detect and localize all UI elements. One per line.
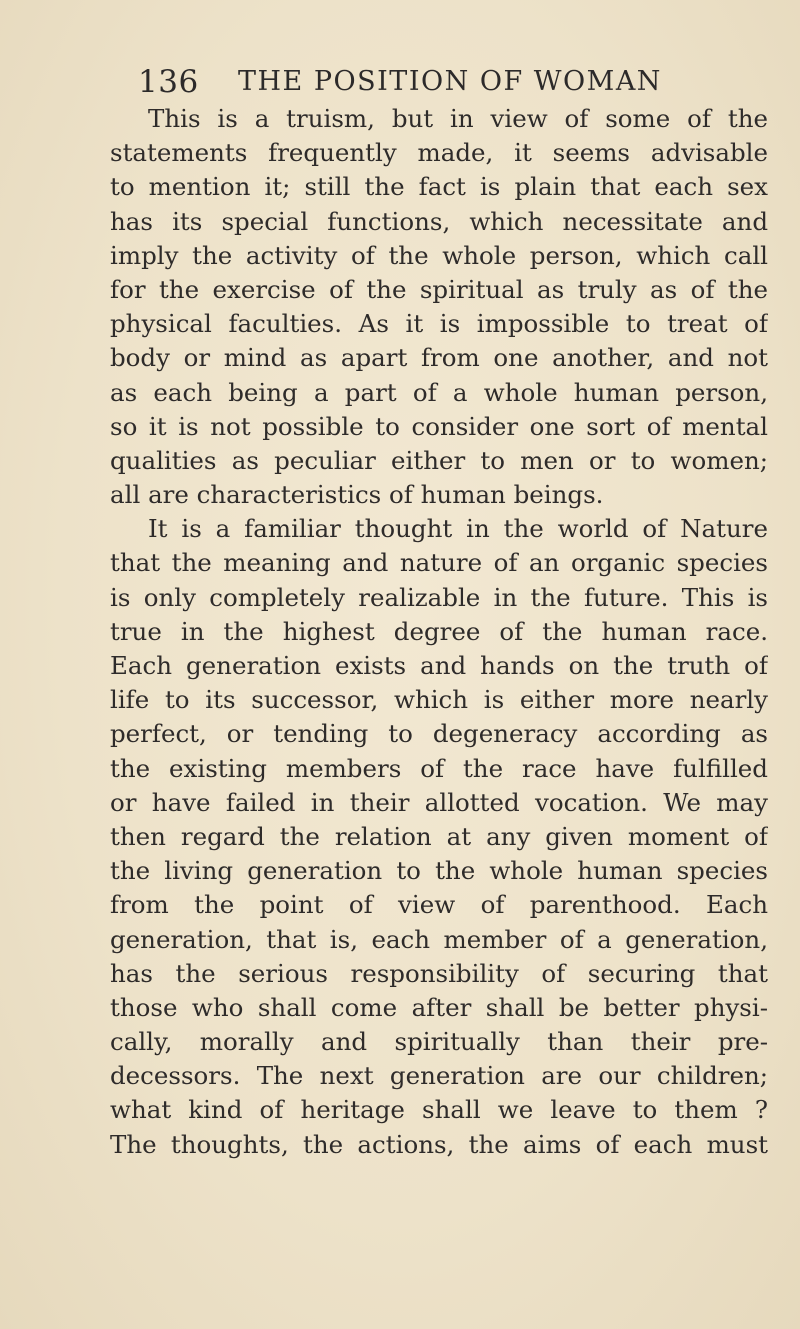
text-line: from the point of view of parenthood. Each (110, 890, 768, 920)
text-line: decessors. The next generation are our children; (110, 1061, 768, 1091)
text-line: life to its successor, which is either more nearly (110, 685, 768, 715)
text-line: then regard the relation at any given moment of (110, 821, 768, 851)
text-line: or have failed in their allotted vocation. We may (110, 787, 768, 817)
text-line: This is a truism, but in view of some of the (148, 104, 768, 133)
text-line: what kind of heritage shall we leave to them ? (110, 1095, 768, 1125)
text-line: physical faculties. As it is impossible to treat of (110, 309, 768, 339)
text-line: statements frequently made, it seems advisable (110, 138, 768, 168)
text-line: qualities as peculiar either to men or to women; (110, 445, 768, 475)
page-header (138, 62, 738, 102)
text-line: those who shall come after shall be better physi- (110, 992, 768, 1022)
text-line: that the meaning and nature of an organic species (110, 548, 768, 578)
running-head: THE POSITION OF WOMAN (238, 66, 662, 97)
text-line: as each being a part of a whole human person, (110, 377, 768, 407)
page-number: 136 (138, 64, 199, 100)
text-line: It is a familiar thought in the world of Nature (148, 514, 768, 544)
text-line: all are characteristics of human beings. (110, 480, 604, 510)
text-line: has its special functions, which necessitate and (110, 206, 768, 236)
body-text (110, 102, 768, 1162)
text-line: imply the activity of the whole person, which call (110, 240, 768, 270)
text-line: true in the highest degree of the human race. (110, 616, 768, 646)
text-line: to mention it; still the fact is plain that each sex (110, 172, 768, 202)
text-line: cally, morally and spiritually than their pre- (110, 1027, 768, 1057)
paragraph-1 (110, 102, 768, 512)
text-line: the living generation to the whole human species (110, 856, 768, 886)
text-line: has the serious responsibility of securing that (110, 958, 768, 988)
text-line: body or mind as apart from one another, and not (110, 343, 768, 373)
text-line: for the exercise of the spiritual as truly as of the (110, 274, 768, 304)
text-line: perfect, or tending to degeneracy according as (110, 719, 768, 749)
text-line: Each generation exists and hands on the truth of (110, 651, 768, 680)
text-line: so it is not possible to consider one sort of mental (110, 411, 768, 441)
text-line: generation, that is, each member of a generation, (110, 924, 768, 954)
text-line: the existing members of the race have fulfilled (110, 753, 768, 783)
text-line: The thoughts, the actions, the aims of each must (110, 1129, 768, 1159)
text-line: is only completely realizable in the future. This is (110, 582, 768, 612)
paragraph-2 (110, 512, 768, 1162)
